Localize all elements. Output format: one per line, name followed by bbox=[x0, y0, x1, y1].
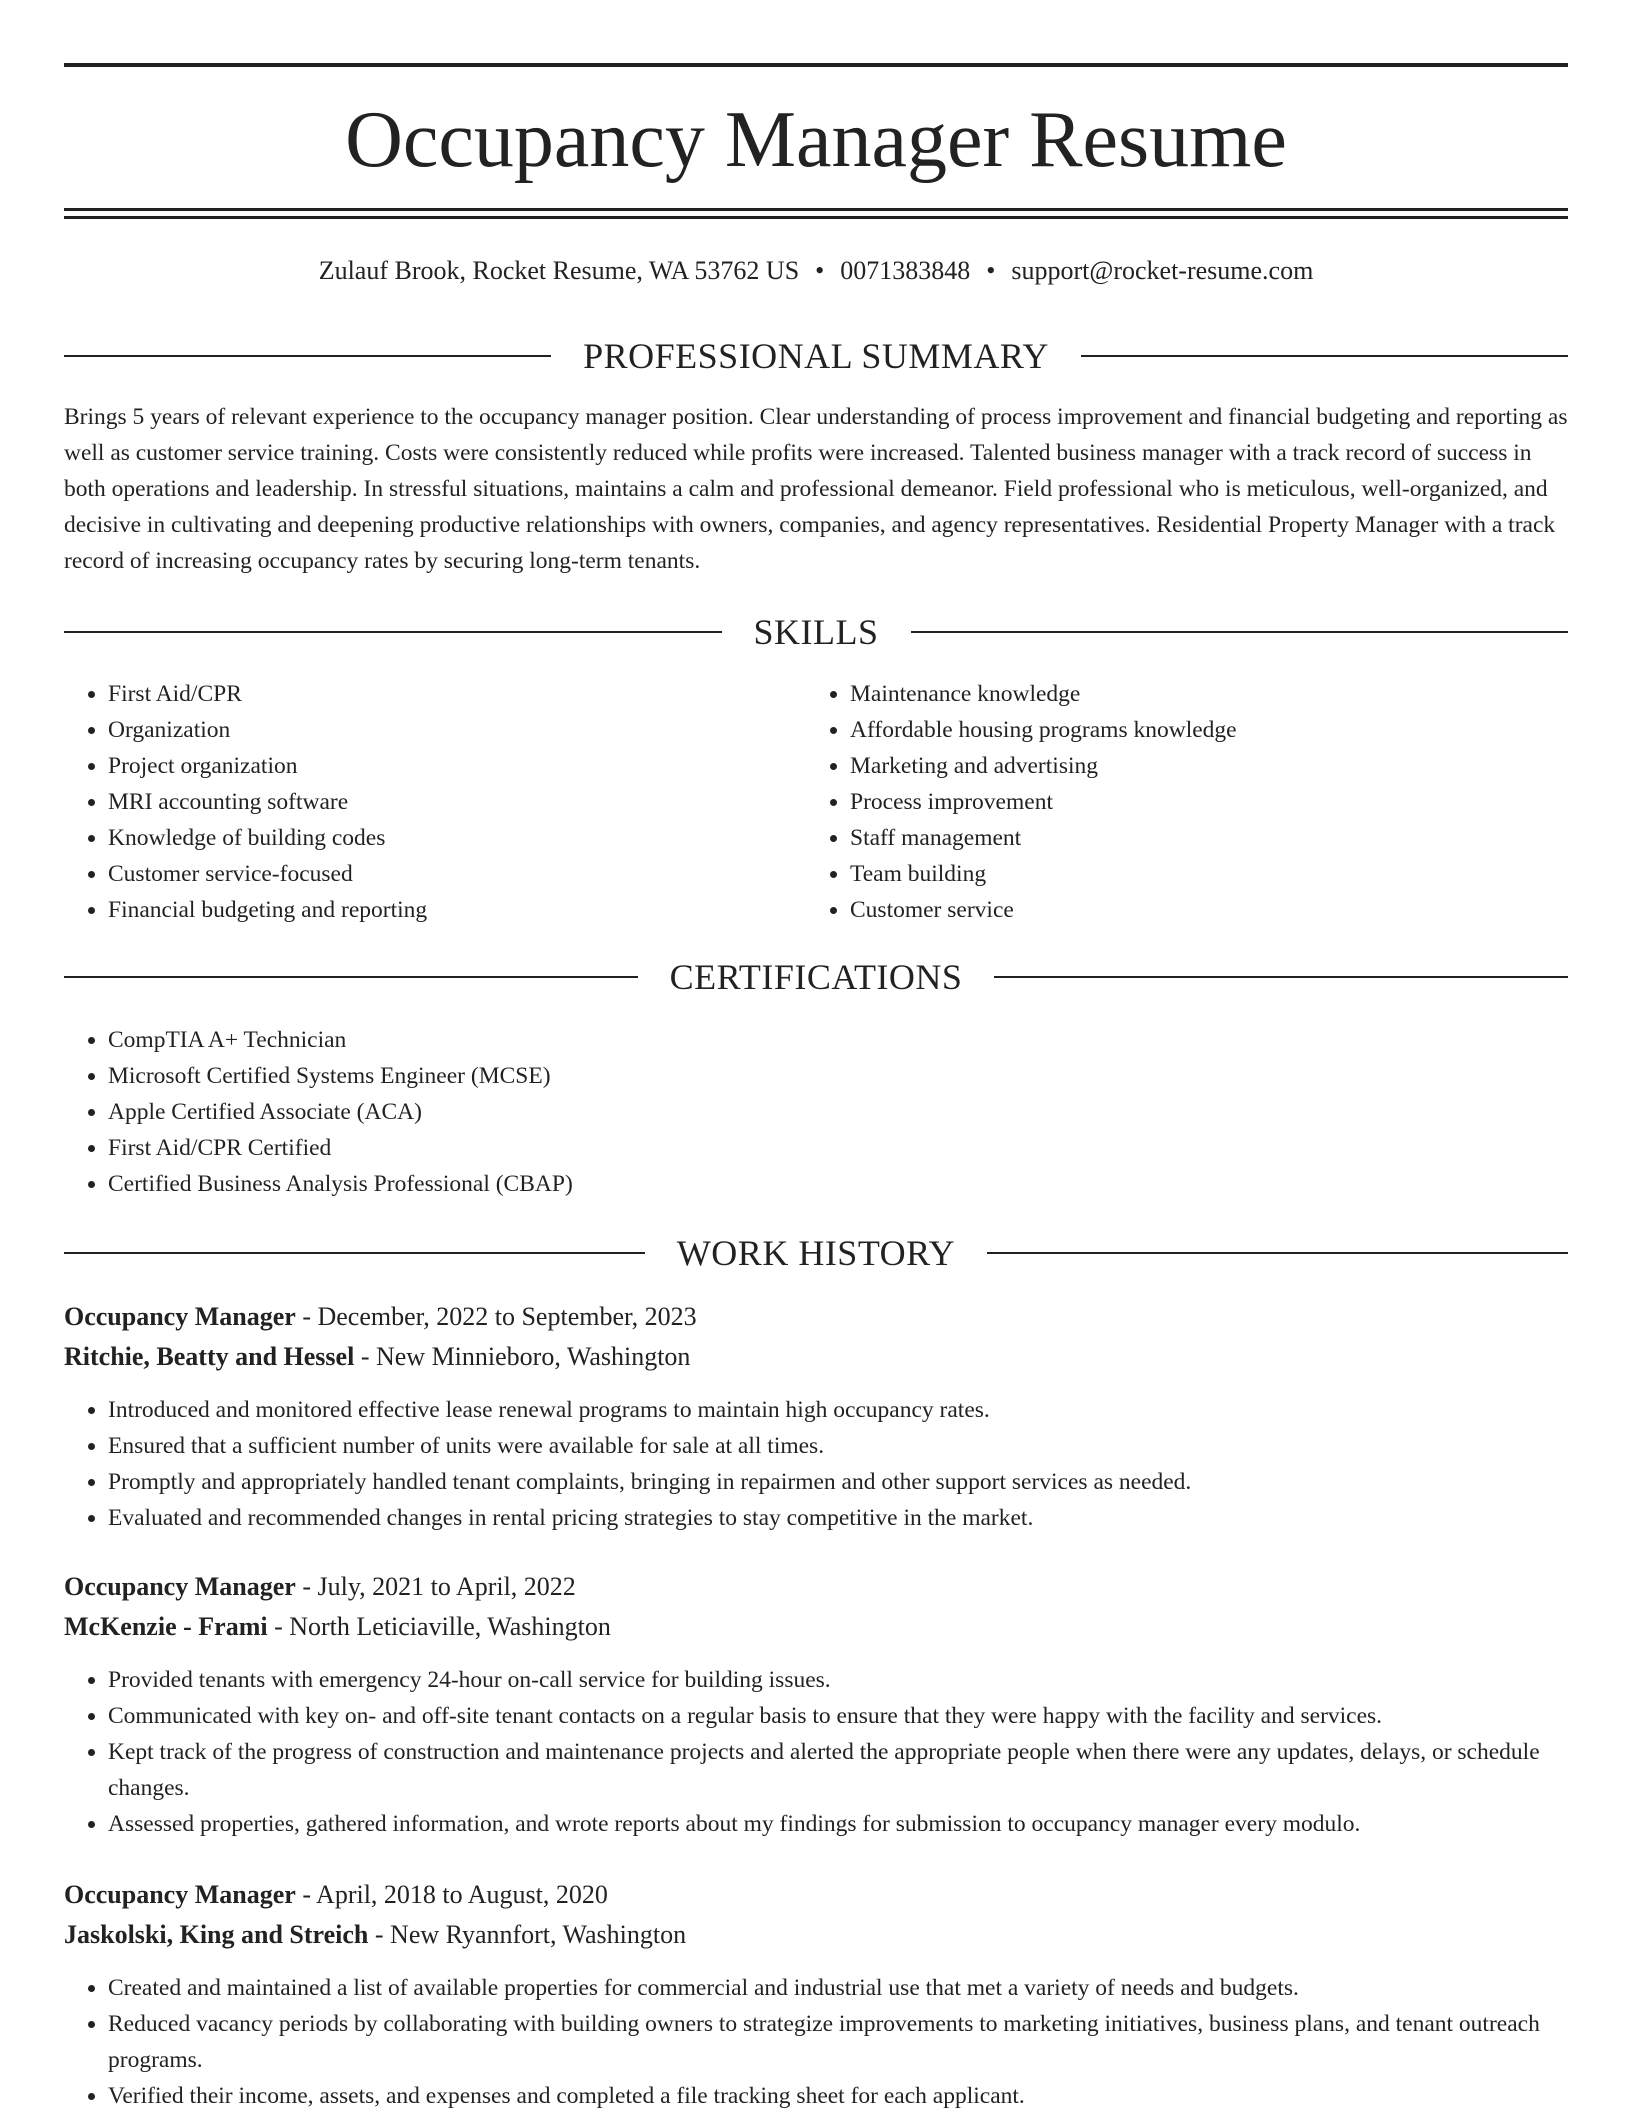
job-title-line bbox=[64, 1299, 1568, 1335]
section-heading-summary bbox=[64, 334, 1568, 378]
summary-text: Brings 5 years of relevant experience to the occupancy manager position. Clear understanding of process improvement and financial budgeting and reporting as well as customer service training. Costs were consistently reduced while profits were increased. Talented business manager with a track record of success in both operations and leadership. In stressful situations, maintains a calm and professional demeanor. Field professional who is meticulous, well-organized, and decisive in cultivating and deepening productive relationships with owners, companies, and agency representatives. Residential Property Manager with a track record of increasing occupancy rates by securing long-term tenants. bbox=[64, 404, 1568, 574]
contact-separator: • bbox=[815, 256, 825, 285]
job-bullet: • Promptly and appropriately handled tenant complaints, bringing in repairmen and other support services as needed. bbox=[108, 1464, 1568, 1500]
skill-item: • Organization bbox=[108, 712, 808, 748]
job-dates: - December, 2022 to September, 2023 bbox=[295, 1302, 697, 1331]
job-bullet: • Evaluated and recommended changes in rental pricing strategies to stay competitive in the market. bbox=[108, 1500, 1568, 1536]
contact-info bbox=[64, 254, 1568, 288]
section-divider bbox=[64, 976, 638, 978]
section-title: WORK HISTORY bbox=[676, 1233, 956, 1273]
section-divider bbox=[64, 631, 722, 633]
certification-item: • Microsoft Certified Systems Engineer (MCSE) bbox=[108, 1058, 1568, 1094]
job-company-line bbox=[64, 1339, 1568, 1375]
page-title: Occupancy Manager Resume bbox=[345, 96, 1287, 184]
job-title: Occupancy Manager bbox=[64, 1572, 296, 1601]
section-title: PROFESSIONAL SUMMARY bbox=[583, 336, 1049, 376]
job-bullet: • Reduced vacancy periods by collaborating with building owners to strategize improvements to marketing initiatives, business plans, and tenant outreach programs. bbox=[108, 2006, 1568, 2078]
job-title-line bbox=[64, 1569, 1568, 1605]
section-title: CERTIFICATIONS bbox=[669, 957, 963, 997]
section-divider bbox=[911, 631, 1569, 633]
job-bullet: • Ensured that a sufficient number of units were available for sale at all times. bbox=[108, 1428, 1568, 1464]
job-bullet: • Kept track of the progress of construction and maintenance projects and alerted the appropriate people when there were any updates, delays, or schedule changes. bbox=[108, 1734, 1568, 1806]
header-bottom-rule-1 bbox=[64, 208, 1568, 211]
skill-item: • Customer service-focused bbox=[108, 856, 808, 892]
job-company: McKenzie - Frami bbox=[64, 1612, 268, 1641]
contact-email: support@rocket-resume.com bbox=[1011, 256, 1314, 285]
skill-item: • Knowledge of building codes bbox=[108, 820, 808, 856]
job-bullet: • Communicated with key on- and off-site tenant contacts on a regular basis to ensure that they were happy with the facility and services. bbox=[108, 1698, 1568, 1734]
job-location: - New Minnieboro, Washington bbox=[354, 1342, 691, 1371]
skills-list-right bbox=[806, 676, 1600, 928]
job-title: Occupancy Manager bbox=[64, 1302, 296, 1331]
skill-item: • Staff management bbox=[850, 820, 1600, 856]
certification-item: • First Aid/CPR Certified bbox=[108, 1130, 1568, 1166]
job-bullet: • Introduced and monitored effective lease renewal programs to maintain high occupancy rates. bbox=[108, 1392, 1568, 1428]
contact-address: Zulauf Brook, Rocket Resume, WA 53762 US bbox=[318, 256, 800, 285]
certifications-list bbox=[64, 1022, 1568, 1202]
skill-item: • First Aid/CPR bbox=[108, 676, 808, 712]
job-dates: - July, 2021 to April, 2022 bbox=[295, 1572, 576, 1601]
contact-separator: • bbox=[986, 256, 996, 285]
section-heading-work-history bbox=[64, 1231, 1568, 1275]
section-heading-certifications bbox=[64, 955, 1568, 999]
job-bullets bbox=[64, 1662, 1568, 1842]
skill-item: • Affordable housing programs knowledge bbox=[850, 712, 1600, 748]
job-bullet: • Verified their income, assets, and expenses and completed a file tracking sheet for each applicant. bbox=[108, 2078, 1568, 2114]
contact-phone: 0071383848 bbox=[840, 256, 971, 285]
skill-item: • Process improvement bbox=[850, 784, 1600, 820]
job-dates: - April, 2018 to August, 2020 bbox=[295, 1880, 608, 1909]
job-bullets bbox=[64, 1392, 1568, 1536]
job-bullet: • Created and maintained a list of available properties for commercial and industrial use that met a variety of needs and budgets. bbox=[108, 1970, 1568, 2006]
section-divider bbox=[994, 976, 1568, 978]
job-company: Ritchie, Beatty and Hessel bbox=[64, 1342, 355, 1371]
job-company: Jaskolski, King and Streich bbox=[64, 1920, 369, 1949]
job-company-line bbox=[64, 1609, 1568, 1645]
section-divider bbox=[64, 355, 551, 357]
skill-item: • Marketing and advertising bbox=[850, 748, 1600, 784]
certification-item: • Certified Business Analysis Professional (CBAP) bbox=[108, 1166, 1568, 1202]
section-heading-skills bbox=[64, 610, 1568, 654]
skill-item: • Customer service bbox=[850, 892, 1600, 928]
job-bullet: • Provided tenants with emergency 24-hour on-call service for building issues. bbox=[108, 1662, 1568, 1698]
job-bullet: • Assessed properties, gathered information, and wrote reports about my findings for submission to occupancy manager every modulo. bbox=[108, 1806, 1568, 1842]
job-bullets bbox=[64, 1970, 1568, 2114]
skill-item: • Maintenance knowledge bbox=[850, 676, 1600, 712]
section-divider bbox=[987, 1252, 1568, 1254]
section-divider bbox=[64, 1252, 645, 1254]
skill-item: • Team building bbox=[850, 856, 1600, 892]
certification-item: • CompTIA A+ Technician bbox=[108, 1022, 1568, 1058]
skill-item: • MRI accounting software bbox=[108, 784, 808, 820]
header-top-rule bbox=[64, 63, 1568, 67]
skills-list-left bbox=[64, 676, 808, 928]
job-location: - North Leticiaville, Washington bbox=[267, 1612, 611, 1641]
section-divider bbox=[1081, 355, 1568, 357]
header-bottom-rule-2 bbox=[64, 216, 1568, 219]
certification-item: • Apple Certified Associate (ACA) bbox=[108, 1094, 1568, 1130]
section-title: SKILLS bbox=[753, 612, 879, 652]
job-title-line bbox=[64, 1877, 1568, 1913]
skill-item: • Project organization bbox=[108, 748, 808, 784]
skill-item: • Financial budgeting and reporting bbox=[108, 892, 808, 928]
job-title: Occupancy Manager bbox=[64, 1880, 296, 1909]
job-company-line bbox=[64, 1917, 1568, 1953]
job-location: - New Ryannfort, Washington bbox=[368, 1920, 687, 1949]
